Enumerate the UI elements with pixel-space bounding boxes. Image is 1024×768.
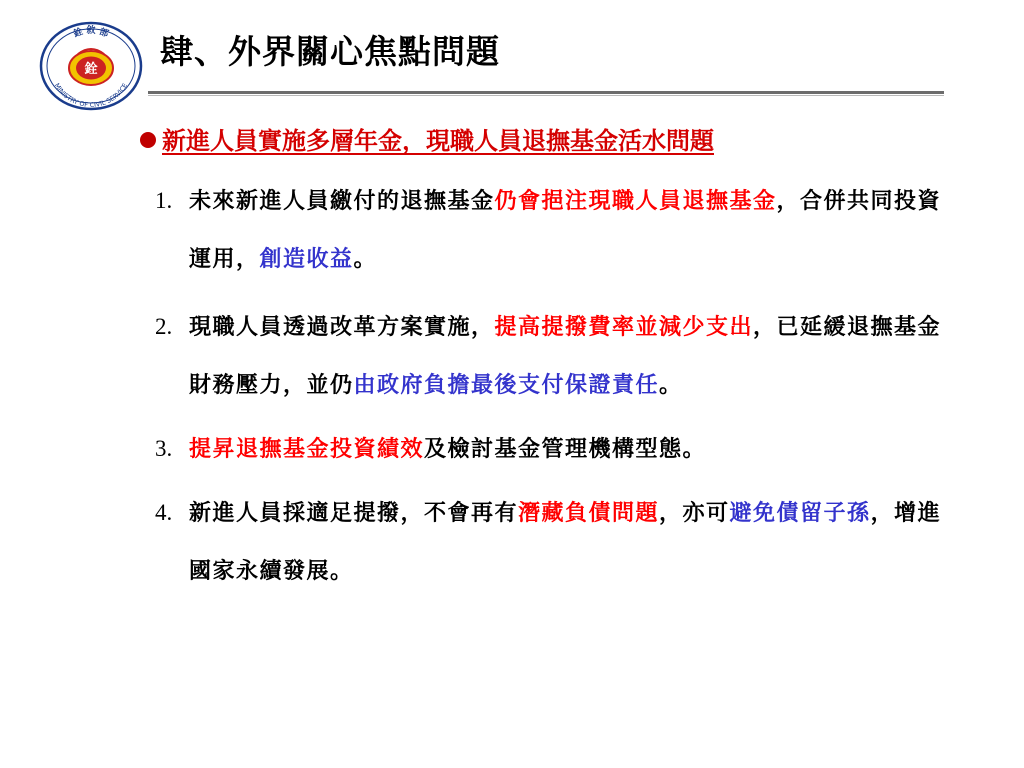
logo-emblem-char: 銓 bbox=[84, 62, 98, 77]
item-number: 4. bbox=[155, 500, 173, 525]
slide-title: 肆、外界關心焦點問題 bbox=[160, 32, 500, 71]
item-number: 2. bbox=[155, 314, 173, 339]
item-number: 3. bbox=[155, 436, 173, 461]
emphasis-red: 仍會挹注現職人員退撫基金 bbox=[494, 188, 777, 214]
emphasis-red: 提高提撥費率並減少支出 bbox=[494, 314, 754, 340]
emphasis-blue: 由政府負擔最後支付保證責任 bbox=[353, 372, 660, 398]
list-item-3 bbox=[155, 420, 945, 478]
section-heading bbox=[140, 121, 714, 156]
item-text: ，增進國家永續發展。 bbox=[189, 500, 942, 584]
item-text: ，已延緩退撫基金財務壓力，並仍 bbox=[189, 314, 942, 398]
item-list bbox=[155, 172, 945, 600]
list-item-1 bbox=[155, 172, 945, 288]
item-text: 新進人員採適足提撥，不會再有 bbox=[189, 500, 519, 526]
item-text: ，亦可 bbox=[659, 500, 730, 526]
emphasis-red: 潛藏負債問題 bbox=[518, 500, 660, 526]
item-text: 現職人員透過改革方案實施， bbox=[189, 314, 495, 340]
item-text: ，合併共同投資運用， bbox=[189, 188, 942, 272]
emphasis-blue: 創造收益 bbox=[259, 246, 354, 272]
logo-arc-top: 銓 敘 部 bbox=[72, 26, 110, 40]
item-text: 。 bbox=[353, 246, 378, 272]
list-item-4 bbox=[155, 484, 945, 600]
ministry-logo bbox=[36, 20, 146, 112]
bullet-dot-icon bbox=[140, 132, 156, 148]
title-divider-shadow bbox=[148, 95, 944, 96]
emphasis-red: 提昇退撫基金投資績效 bbox=[189, 436, 425, 462]
item-text: 。 bbox=[659, 372, 683, 398]
item-text: 及檢討基金管理機構型態。 bbox=[424, 436, 707, 462]
item-number: 1. bbox=[155, 188, 173, 213]
item-text: 未來新進人員繳付的退撫基金 bbox=[189, 188, 495, 214]
logo-arc-bottom: MINISTRY OF CIVIL SERVICE bbox=[52, 81, 130, 110]
title-divider bbox=[148, 91, 944, 94]
emphasis-blue: 避免債留子孫 bbox=[729, 500, 871, 526]
section-heading-text: 新進人員實施多層年金，現職人員退撫基金活水問題 bbox=[162, 126, 714, 155]
list-item-2 bbox=[155, 298, 945, 414]
